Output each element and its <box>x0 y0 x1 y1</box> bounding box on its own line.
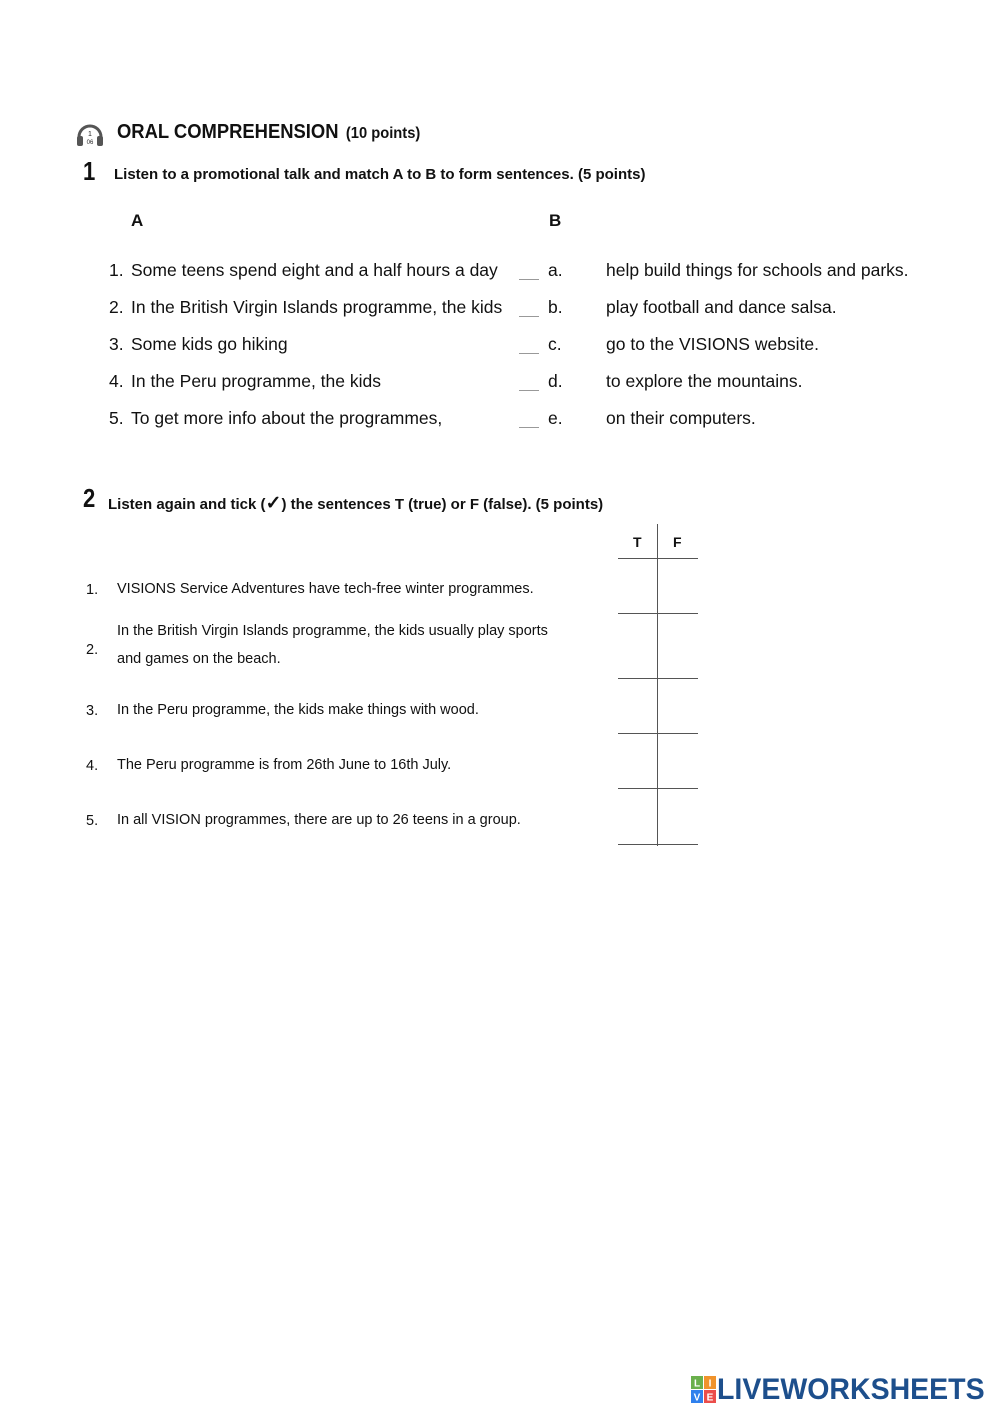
match-answer-blank[interactable] <box>519 315 539 317</box>
tick-icon: ✓ <box>265 493 282 514</box>
match-a-text: In the British Virgin Islands programme, the kids <box>131 297 503 317</box>
true-answer-cell-5[interactable] <box>618 789 657 844</box>
statement-number: 1. <box>86 582 99 598</box>
match-b-text: play football and dance salsa. <box>606 297 837 317</box>
exercise2-instruction-pre: Listen again and tick ( <box>108 496 266 513</box>
exercise2-number: 2 <box>83 483 96 513</box>
svg-text:V: V <box>693 1392 701 1404</box>
match-b-text: to explore the mountains. <box>606 371 803 391</box>
statement-number: 2. <box>86 642 99 658</box>
statement-number: 4. <box>86 758 99 774</box>
match-number: 5. <box>109 408 124 428</box>
match-number: 4. <box>109 371 124 391</box>
audio-track-bottom: 06 <box>86 140 94 146</box>
match-answer-blank[interactable] <box>519 426 539 428</box>
tf-grid-line <box>618 844 698 845</box>
svg-text:I: I <box>708 1378 712 1390</box>
true-answer-cell-3[interactable] <box>618 679 657 733</box>
brand-name: LIVEWORKSHEETS <box>717 1373 985 1406</box>
statement-text: The Peru programme is from 26th June to 16th July. <box>117 757 452 773</box>
audio-track-top: 1 <box>88 131 92 138</box>
statement-text: In all VISION programmes, there are up to 26 teens in a group. <box>117 812 521 828</box>
liveworksheets-logo <box>691 1375 999 1405</box>
statement-number: 3. <box>86 703 99 719</box>
match-answer-blank[interactable] <box>519 389 539 391</box>
column-b-header: B <box>549 211 562 230</box>
match-a-text: In the Peru programme, the kids <box>131 371 381 391</box>
svg-text:E: E <box>706 1392 714 1404</box>
statement-text: In the British Virgin Islands programme, the kids usually play sports <box>117 623 548 639</box>
true-column-header: T <box>633 534 642 550</box>
false-answer-cell-4[interactable] <box>658 734 698 788</box>
match-a-text: To get more info about the programmes, <box>131 408 443 428</box>
exercise2-instruction <box>108 492 603 515</box>
match-b-text: go to the VISIONS website. <box>606 334 820 354</box>
statement-text-continued: and games on the beach. <box>117 651 281 667</box>
false-column-header: F <box>673 534 682 550</box>
false-answer-cell-5[interactable] <box>658 789 698 844</box>
true-answer-cell-2[interactable] <box>618 614 657 678</box>
column-a-header: A <box>131 211 144 230</box>
section-title-text: ORAL COMPREHENSION <box>117 121 339 143</box>
match-b-text: on their computers. <box>606 408 756 428</box>
exercise1-instruction: Listen to a promotional talk and match A to B to form sentences. (5 points) <box>114 166 646 183</box>
statement-text: VISIONS Service Adventures have tech-free winter programmes. <box>117 581 534 597</box>
match-letter: a. <box>548 260 563 280</box>
match-number: 1. <box>109 260 124 280</box>
statement-text: In the Peru programme, the kids make things with wood. <box>117 702 479 718</box>
false-answer-cell-3[interactable] <box>658 679 698 733</box>
false-answer-cell-1[interactable] <box>658 559 698 613</box>
liveworksheets-logo-icon <box>691 1376 717 1404</box>
match-number: 3. <box>109 334 124 354</box>
match-a-text: Some teens spend eight and a half hours a day <box>131 260 498 280</box>
match-letter: c. <box>548 334 562 354</box>
svg-text:L: L <box>693 1378 701 1390</box>
match-answer-blank[interactable] <box>519 352 539 354</box>
exercise1-number: 1 <box>83 156 96 186</box>
exercise2-instruction-post: ) the sentences T (true) or F (false). (5 points) <box>281 496 604 513</box>
match-a-text: Some kids go hiking <box>131 334 288 354</box>
match-letter: e. <box>548 408 563 428</box>
section-points: (10 points) <box>345 125 421 142</box>
match-b-text: help build things for schools and parks. <box>606 260 909 280</box>
match-number: 2. <box>109 297 124 317</box>
match-letter: d. <box>548 371 563 391</box>
statement-number: 5. <box>86 813 99 829</box>
true-answer-cell-1[interactable] <box>618 559 657 613</box>
match-answer-blank[interactable] <box>519 278 539 280</box>
section-title <box>117 121 420 144</box>
true-answer-cell-4[interactable] <box>618 734 657 788</box>
match-letter: b. <box>548 297 563 317</box>
headphones-icon <box>75 120 105 150</box>
false-answer-cell-2[interactable] <box>658 614 698 678</box>
